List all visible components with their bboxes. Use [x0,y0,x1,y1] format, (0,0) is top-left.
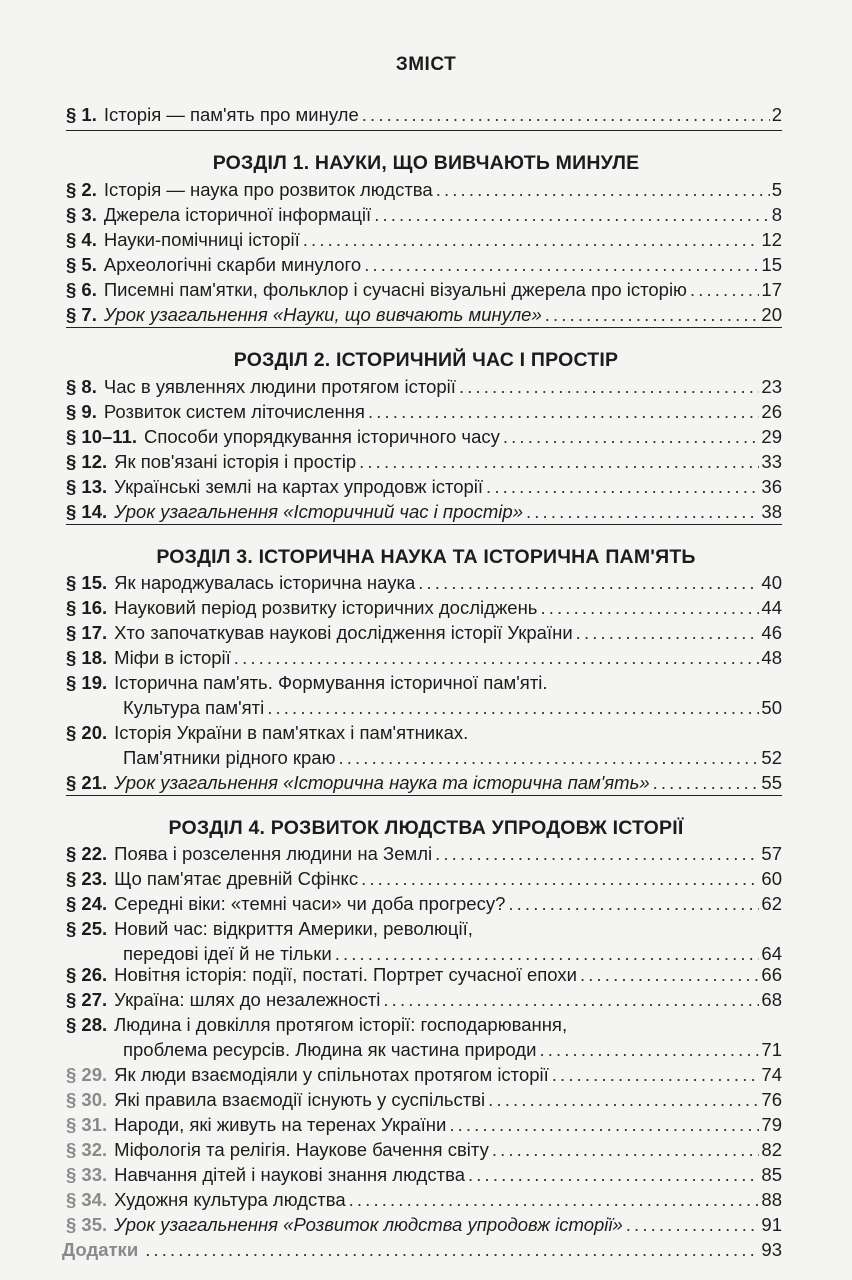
entry-number: § 26. [66,964,108,985]
entry-page: 66 [761,964,782,985]
entry-title: Людина і довкілля протягом історії: господарювання, [114,1014,568,1035]
toc-entry [66,670,782,720]
entry-number: § 5. [66,254,97,275]
entry-page: 50 [761,697,782,718]
divider [66,524,782,525]
entry-number: § 14. [66,501,108,522]
entry-page: 57 [761,843,782,864]
dot-leader [433,177,770,202]
entry-title: Новий час: відкриття Америки, революції, [114,918,473,939]
entry-number: § 16. [66,597,108,618]
entry-number: § 29. [66,1064,108,1085]
entry-number: § 30. [66,1089,108,1110]
entry-number: § 4. [66,229,97,250]
entry-page: 68 [761,989,782,1010]
section-heading: РОЗДІЛ 2. ІСТОРИЧНИЙ ЧАС І ПРОСТІР [233,349,619,371]
entry-title: Народи, які живуть на теренах України [114,1114,447,1135]
dot-leader [335,745,759,770]
entry-number: § 1. [66,104,97,125]
dot-leader [142,1237,759,1262]
entry-page: 48 [761,647,782,668]
entry-page: 62 [761,893,782,914]
toc-entry [66,1162,782,1187]
entry-title: Історія України в пам'ятках і пам'ятниках. [114,722,469,743]
divider [66,795,782,796]
entry-page: 38 [761,501,782,522]
entry-title-continuation: передові ідеї й не тільки [123,943,332,964]
toc-entry [66,620,782,645]
dot-leader [577,962,759,987]
entry-title: Хто започаткував наукові дослідження історії України [114,622,573,643]
dot-leader [358,866,759,891]
entry-title: Історична пам'ять. Формування історичної пам'яті. [114,672,548,693]
entry-page: 33 [761,451,782,472]
dot-leader [446,1112,759,1137]
dot-leader [231,645,760,670]
entry-title-continuation: Культура пам'яті [123,697,265,718]
entry-number: § 9. [66,401,97,422]
entry-number: § 12. [66,451,108,472]
toc-entry [66,499,782,524]
entry-number: § 24. [66,893,108,914]
toc-entry [66,474,782,499]
entry-page: 29 [761,426,782,447]
entry-page: 20 [761,304,782,325]
dot-leader [500,424,760,449]
toc-entry [66,570,782,595]
entry-title: Науковий період розвитку історичних досліджень [114,597,538,618]
dot-leader [505,891,759,916]
entry-page: 52 [761,747,782,768]
toc-entry [66,1212,782,1237]
toc-entry [66,595,782,620]
entry-number: § 2. [66,179,97,200]
toc-entry [66,866,782,891]
entry-title: Способи упорядкування історичного часу [144,426,500,447]
entry-page: 2 [771,104,782,125]
dot-leader [380,987,759,1012]
entry-number: § 27. [66,989,108,1010]
entry-title: Писемні пам'ятки, фольклор і сучасні візуальні джерела про історію [103,279,687,300]
entry-title: Розвиток систем літочислення [103,401,365,422]
entry-number: § 7. [66,304,97,325]
toc-entry [66,424,782,449]
entry-page: 88 [761,1189,782,1210]
entry-title: Поява і розселення людини на Землі [114,843,433,864]
entry-number: § 20. [66,722,108,743]
dot-leader [489,1137,760,1162]
toc-entry [66,891,782,916]
dot-leader [523,499,759,524]
entry-page: 15 [761,254,782,275]
toc-title: ЗМІСТ [395,54,457,75]
entry-page: 93 [761,1239,782,1260]
entry-title: Як люди взаємодіяли у спільнотах протягом історії [114,1064,549,1085]
entry-title: Історія — наука про розвиток людства [103,179,433,200]
entry-page: 64 [761,943,782,964]
dot-leader [623,1212,760,1237]
entry-number: § 19. [66,672,108,693]
entry-number: § 10–11. [66,426,137,447]
entry-title: Навчання дітей і наукові знання людства [114,1164,465,1185]
dot-leader [456,374,759,399]
entry-page: 82 [761,1139,782,1160]
toc-entry [66,1087,782,1112]
entry-title: Українські землі на картах упродовж історії [114,476,484,497]
entry-number: § 13. [66,476,108,497]
toc-entry [66,227,782,252]
toc-entry [66,102,782,127]
appendix-title: Додатки [62,1239,139,1260]
entry-number: § 17. [66,622,108,643]
entry-page: 8 [771,204,782,225]
entry-title: Україна: шлях до незалежності [114,989,381,1010]
toc-entry [66,962,782,987]
toc-entry [66,987,782,1012]
dot-leader [346,1187,760,1212]
dot-leader [359,102,770,127]
toc-entry [66,841,782,866]
entry-number: § 28. [66,1014,108,1035]
entry-page: 46 [761,622,782,643]
entry-title: Художня культура людства [114,1189,346,1210]
toc-entry [66,374,782,399]
entry-page: 71 [761,1039,782,1060]
entry-number: § 35. [66,1214,108,1235]
entry-title: Міфи в історії [114,647,231,668]
toc-entry [66,202,782,227]
entry-title: Що пам'ятає древній Сфінкс [114,868,359,889]
entry-number: § 15. [66,572,108,593]
toc-entry [66,720,782,770]
entry-page: 79 [761,1114,782,1135]
divider [66,130,782,131]
toc-entry [66,1062,782,1087]
dot-leader [536,1037,759,1062]
entry-page: 26 [761,401,782,422]
entry-number: § 3. [66,204,97,225]
entry-title: Як пов'язані історія і простір [114,451,357,472]
dot-leader [371,202,770,227]
entry-number: § 25. [66,918,108,939]
entry-title: Які правила взаємодії існують у суспільстві [114,1089,486,1110]
entry-title: Джерела історичної інформації [103,204,372,225]
entry-title: Міфологія та релігія. Наукове бачення світу [114,1139,489,1160]
toc-entry [66,770,782,795]
entry-title: Урок узагальнення «Науки, що вивчають минуле» [103,304,542,325]
dot-leader [465,1162,759,1187]
dot-leader [483,474,759,499]
entry-title: Науки-помічниці історії [103,229,300,250]
dot-leader [356,449,759,474]
entry-page: 91 [761,1214,782,1235]
section-heading: РОЗДІЛ 4. РОЗВИТОК ЛЮДСТВА УПРОДОВЖ ІСТОРІЇ [168,817,684,839]
dot-leader [542,302,760,327]
section-heading: РОЗДІЛ 3. ІСТОРИЧНА НАУКА ТА ІСТОРИЧНА ПАМ'ЯТЬ [156,546,696,568]
entry-page: 76 [761,1089,782,1110]
entry-title: Урок узагальнення «Історичний час і простір» [114,501,523,522]
toc-entry [66,645,782,670]
dot-leader [264,695,759,720]
entry-page: 85 [761,1164,782,1185]
dot-leader [432,841,759,866]
dot-leader [485,1087,759,1112]
entry-title: Урок узагальнення «Розвиток людства упродовж історії» [114,1214,623,1235]
entry-number: § 18. [66,647,108,668]
dot-leader [537,595,759,620]
dot-leader [361,252,759,277]
entry-title: Середні віки: «темні часи» чи доба прогресу? [114,893,506,914]
toc-entry [66,399,782,424]
entry-number: § 8. [66,376,97,397]
dot-leader [415,570,759,595]
toc-entry [66,302,782,327]
entry-number: § 33. [66,1164,108,1185]
entry-title: Як народжувалась історична наука [114,572,416,593]
entry-page: 60 [761,868,782,889]
entry-page: 74 [761,1064,782,1085]
entry-page: 5 [771,179,782,200]
entry-page: 40 [761,572,782,593]
entry-number: § 31. [66,1114,108,1135]
toc-entry [66,1187,782,1212]
toc-entry [66,252,782,277]
entry-title: Урок узагальнення «Історична наука та історична пам'ять» [114,772,650,793]
entry-title-continuation: проблема ресурсів. Людина як частина природи [123,1039,537,1060]
entry-page: 36 [761,476,782,497]
entry-title-continuation: Пам'ятники рідного краю [123,747,336,768]
section-heading: РОЗДІЛ 1. НАУКИ, ЩО ВИВЧАЮТЬ МИНУЛЕ [212,152,640,174]
entry-title: Історія — пам'ять про минуле [103,104,359,125]
entry-number: § 34. [66,1189,108,1210]
dot-leader [365,399,759,424]
dot-leader [549,1062,760,1087]
divider [66,327,782,328]
entry-page: 23 [761,376,782,397]
entry-number: § 6. [66,279,97,300]
toc-entry [66,449,782,474]
entry-page: 44 [761,597,782,618]
toc-entry [66,1012,782,1062]
entry-page: 17 [761,279,782,300]
toc-entry [66,1112,782,1137]
entry-number: § 22. [66,843,108,864]
toc-entry [66,177,782,202]
entry-number: § 23. [66,868,108,889]
toc-entry [66,916,782,966]
entry-title: Археологічні скарби минулого [103,254,362,275]
entry-number: § 21. [66,772,108,793]
dot-leader [687,277,759,302]
dot-leader [650,770,760,795]
dot-leader [573,620,760,645]
dot-leader [300,227,760,252]
entry-number: § 32. [66,1139,108,1160]
entry-page: 12 [761,229,782,250]
toc-entry-appendix [62,1237,782,1262]
entry-page: 55 [761,772,782,793]
toc-entry [66,277,782,302]
entry-title: Новітня історія: події, постаті. Портрет сучасної епохи [114,964,577,985]
entry-title: Час в уявленнях людини протягом історії [103,376,456,397]
toc-entry [66,1137,782,1162]
